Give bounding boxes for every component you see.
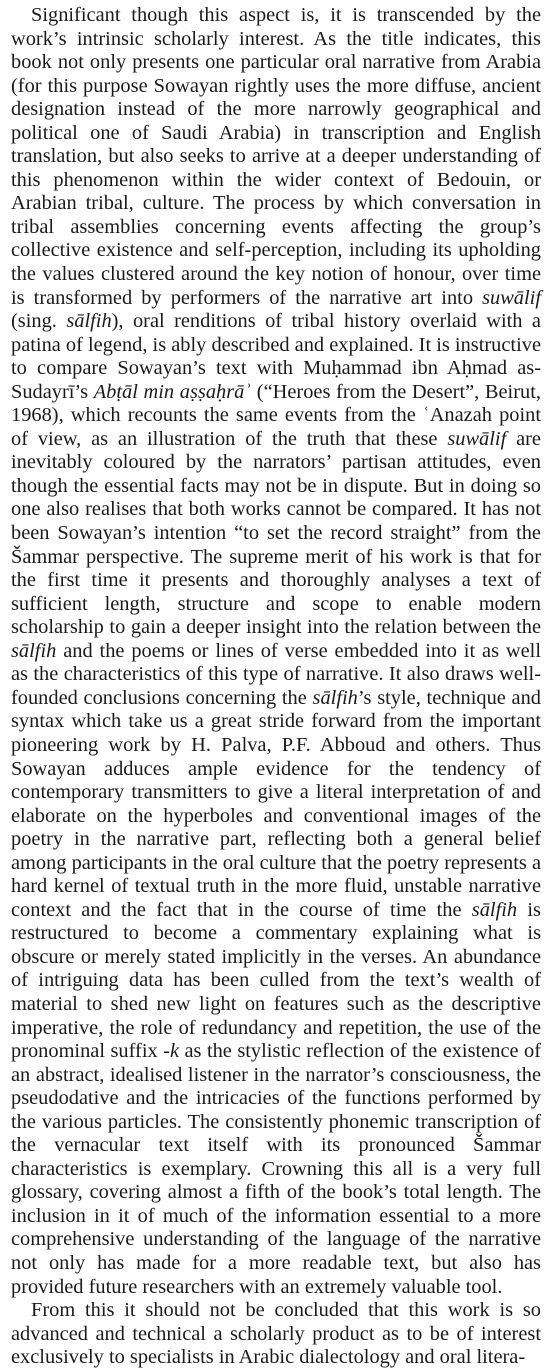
document-page	[11, 4, 541, 1370]
text-segment: are inevitably coloured by the narrators’ partisan attitudes, even though the essential facts may not be in dispute. But in doing so one also realises that both works cannot be compared. It has not been Sowayan’s intention “to set the record straight” from the Šammar perspective. The supreme merit of his work is that for the first time it presents and thoroughly analyses a text of sufficient length, structure and scope to enable modern scholarship to gain a deeper insight into the relation between the	[11, 427, 541, 639]
paragraph	[11, 4, 541, 1299]
italic-term: suwālif	[447, 427, 507, 450]
italic-term: sālfih	[66, 310, 112, 333]
italic-term: -k	[163, 1040, 180, 1063]
text-segment: (“Heroes from the Desert”, Beirut, 1968), which recounts the same events from the ʿAnazah point of view, as an illustration of the truth that these	[11, 380, 541, 450]
text-segment: ), oral renditions of tribal history overlaid with a patina of legend, is ably described and explained. It is instructive to compare Sowayan’s text with Muḥammad ibn Aḥmad as-Sudayrī’s	[11, 310, 541, 403]
text-segment: is restructured to become a commentary explaining what is obscure or merely stated implicitly in the verses. An abundance of intriguing data has been culled from the text’s wealth of material to shed new light on features such as the descriptive imperative, the role of redundancy and repetition, the use of the pronominal suffix	[11, 898, 541, 1063]
paragraph	[11, 1299, 541, 1370]
text-segment: and the poems or lines of verse embedded into it as well as the characteristics of this type of narrative. It also draws well-founded conclusions concerning the	[11, 639, 541, 709]
text-segment: Significant though this aspect is, it is transcended by the work’s intrinsic scholarly interest. As the title indicates, this book not only presents one particular oral narrative from Arabia (for this purpose Sowayan rightly uses the more diffuse, ancient designation instead of the more narrowly geographical and political one of Saudi Arabia) in transcription and English translation, but also seeks to arrive at a deeper understanding of this phenomenon within the wider context of Bedouin, or Arabian tribal, culture. The process by which conversation in tribal assemblies concerning events affecting the group’s collective existence and self-perception, including its upholding the values clustered around the key notion of honour, over time is transformed by performers of the narrative art into	[11, 4, 541, 309]
italic-term: sālfih	[312, 686, 358, 709]
text-segment: From this it should not be concluded that this work is so advanced and technical a scholarly product as to be of interest exclusively to specialists in Arabic dialectology and oral litera-	[11, 1299, 541, 1369]
italic-title: Abṭāl min aṣṣaḥrāʾ	[93, 380, 252, 403]
italic-term: sālfih	[11, 639, 57, 662]
text-segment: ’s style, technique and syntax which take us a great stride forward from the important pioneering work by H. Palva, P.F. Abboud and others. Thus Sowayan adduces ample evidence for the tendency of contemporary transmitters to give a literal interpretation of and elaborate on the hyperboles and conventional images of the poetry in the narrative part, reflecting both a general belief among participants in the oral culture that the poetry represents a hard kernel of textual truth in the more fluid, unstable narrative context and the fact that in the course of time the	[11, 686, 541, 921]
text-segment: (sing.	[11, 310, 67, 333]
text-segment: as the stylistic reflection of the existence of an abstract, idealised listener in the narrator’s consciousness, the pseudodative and the intricacies of the functions performed by the various particles. The consistently phonemic transcription of the vernacular text itself with its pronounced Šammar characteristics is exemplary. Crowning this all is a very full glossary, covering almost a fifth of the book’s total length. The inclusion in it of much of the information essential to a more comprehensive understanding of the language of the narrative not only has made for a more readable text, but also has provided future researchers with an extremely valuable tool.	[11, 1040, 542, 1298]
italic-term: sālfih	[471, 898, 518, 921]
italic-term: suwālif	[482, 286, 541, 309]
